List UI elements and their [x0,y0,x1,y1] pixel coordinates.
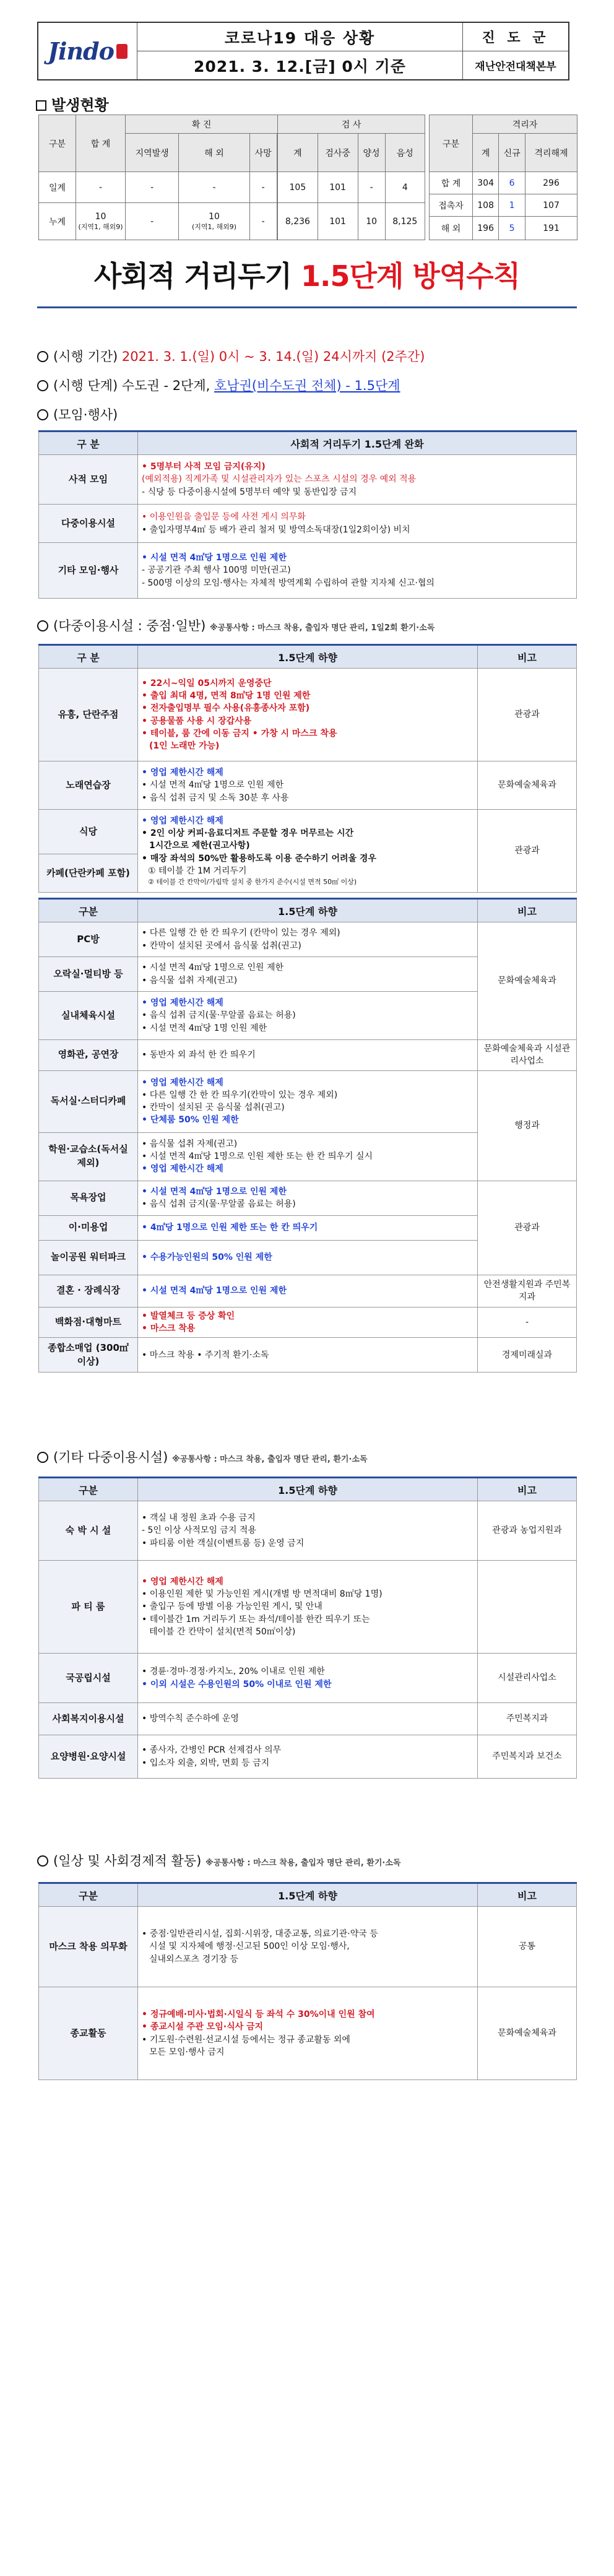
other-facility-heading: (기타 다중이용시설) ※공통사항 : 마스크 착용, 출입자 명단 관리, 환기·소독 [37,1447,368,1466]
table-cell: • 동반자 외 좌석 한 칸 띄우기 [138,1040,478,1071]
meet-heading: (모임·행사) [37,405,118,423]
table-row [39,1070,577,1132]
status-table [38,115,425,240]
table-cell: • 객실 내 정원 초과 수용 금지 - 5인 이상 사적모임 금지 적용 • 파티룸 이한 객실(이벤트룸 등) 운영 금지 [138,1501,478,1561]
circle-bullet-icon [37,351,48,362]
table-cell: 10 (지역1, 해외9) [76,203,126,240]
table-cell: 5 [499,217,525,240]
table-cell: • 중점·일반관리시설, 집회·시위장, 대중교통, 의료기관·약국 등 시설 및 지자체에 행정·신고된 500인 이상 모임·행사, 실내외스포츠 경기장 등 [138,1907,478,1987]
logo-text: Jindo [48,37,114,65]
table-cell: 191 [525,217,577,240]
table-row [39,810,577,854]
table-row [39,1987,577,2080]
table-cell: • 22시~익일 05시까지 운영중단 • 출입 최대 4명, 면적 8㎡당 1명 인원 제한 • 전자출입명부 필수 사용(유흥종사자 포함) • 공용물품 사용 시 장갑사용 • 테이블, 룸 간에 이동 금지 • 가창 시 마스크 착용 (1인 노래만 가능) [138,669,478,761]
table-cell: 숙 박 시 설 [39,1501,138,1561]
table-row [39,1040,577,1071]
quarantine-table [429,115,577,240]
table-cell: • 영업 제한시간 해제 • 이용인원 제한 및 가능인원 게시(개별 방 면적대비 8㎡당 1명) • 출입구 등에 방별 이용 가능인원 게시, 및 안내 • 테이블간 1m 거리두기 또는 좌석/테이블 한칸 띄우기 또는 테이블 간 칸막이 설치(면적 50㎡이상) [138,1561,478,1654]
table-cell: 식당 [39,810,138,854]
table-cell: 종교활동 [39,1987,138,2080]
table-cell: 공통 [478,1907,577,1987]
table-header-cell: 1.5단계 하향 [138,1883,478,1907]
table-cell: • 수용가능인원의 50% 인원 제한 [138,1240,478,1275]
table-header-cell: 검 사 [278,115,425,134]
table-header-cell: 비고 [478,645,577,669]
table-cell: • 영업 제한시간 해제 • 2인 이상 커피·음료디저트 주문할 경우 머무르는 시간 1시간으로 제한(권고사항) • 매장 좌석의 50%만 활용하도록 이용 준수하기 어려울 경우 ① 테이블 간 1M 거리두기 ② 테이블 간 칸막이/가림막 설치 중 한가지 준수(시설 면적 50㎡ 이상) [138,810,478,893]
table-row [430,172,577,194]
table-cell: 기타 모임·행사 [39,543,138,599]
table-row [39,505,577,543]
circle-bullet-icon [37,380,48,391]
table-cell: • 방역수칙 준수하에 운영 [138,1703,478,1735]
table-cell: 노래연습장 [39,761,138,810]
table-row [39,1501,577,1561]
dept-name: 재난안전대책본부 [475,61,556,73]
table-row [39,543,577,599]
logo-mark-icon [116,44,128,59]
table-row [39,203,425,240]
report-title: 코로나19 대응 상황 [137,23,462,51]
table-cell: - [126,172,179,203]
table-cell: 관광과 [478,810,577,893]
daily-activity-heading: (일상 및 사회경제적 활동) ※공통사항 : 마스크 착용, 출입자 명단 관리, 환기·소독 [37,1851,400,1870]
table-row [39,172,425,203]
table-cell: 파 티 룸 [39,1561,138,1654]
table-header-cell: 비고 [478,1883,577,1907]
table-header-cell: 구 분 [39,432,138,455]
table-cell: 시설관리사업소 [478,1654,577,1703]
table-cell: 문화예술체육과 [478,1987,577,2080]
table-cell: • 발열체크 등 증상 확인 • 마스크 착용 [138,1307,478,1338]
table-cell: 문화예술체육과 시설관리사업소 [478,1040,577,1071]
report-header [37,22,569,80]
table-cell: 요양병원·요양시설 [39,1735,138,1779]
table-header-cell: 신규 [499,134,525,172]
table-cell: • 영업 제한시간 해제 • 다른 일행 간 한 칸 띄우기(칸막이 있는 경우 제외) • 칸막이 설치된 곳 음식물 섭취(권고) • 단체룸 50% 인원 제한 [138,1070,478,1132]
table-cell: 종합소매업 (300㎡ 이상) [39,1338,138,1373]
table-cell: 카페(단란카페 포함) [39,854,138,893]
table-cell: • 종사자, 간병인 PCR 선제검사 의무 • 입소자 외출, 외박, 면회 등 금지 [138,1735,478,1779]
table-cell: 경제미래실과 [478,1338,577,1373]
table-header-cell: 구분 [39,1883,138,1907]
table-cell: 296 [525,172,577,194]
table-cell: • 시설 면적 4㎡당 1명으로 인원 제한 [138,1275,478,1307]
table-row [39,1275,577,1307]
table-cell: • 영업 제한시간 해제 • 시설 면적 4㎡당 1명으로 인원 제한 • 음식 섭취 금지 및 소독 30분 후 사용 [138,761,478,810]
table-cell: 101 [318,203,358,240]
table-header-cell: 격리해제 [525,134,577,172]
table-row [39,1307,577,1338]
table-cell: 합 계 [430,172,473,194]
table-cell: 마스크 착용 의무화 [39,1907,138,1987]
table-header-cell: 계 [278,134,318,172]
stage-line: (시행 단계) 수도권 - 2단계, 호남권(비수도권 전체) - 1.5단계 [37,376,400,394]
table-cell: • 다른 일행 간 한 칸 띄우기 (칸막이 있는 경우 제외) • 칸막이 설치된 곳에서 음식물 섭취(권고) [138,922,478,957]
table-row [39,1703,577,1735]
table-cell: 접촉자 [430,194,473,217]
table-cell: - [76,172,126,203]
table-row [39,1654,577,1703]
table-row [39,455,577,505]
table-header-cell: 1.5단계 하향 [138,1478,478,1501]
divider [37,306,577,308]
table-header-cell: 1.5단계 하향 [138,899,478,922]
table-cell: - [126,203,179,240]
table-cell: 107 [525,194,577,217]
table-cell: - [249,203,277,240]
table-cell: 독서실·스터디카페 [39,1070,138,1132]
table-header-cell: 격리자 [473,115,577,134]
table-cell: 백화점·대형마트 [39,1307,138,1338]
table-cell: 304 [473,172,499,194]
table-header-cell: 1.5단계 하향 [138,645,478,669]
table-header-cell: 지역발생 [126,134,179,172]
table-header-cell: 구분 [39,115,76,172]
table-cell: • 마스크 착용 • 주기적 환기·소독 [138,1338,478,1373]
table-header-cell: 구분 [39,1478,138,1501]
table-cell: • 5명부터 사적 모임 금지(유지) (예외적용) 직계가족 및 시설관리자가 있는 스포츠 시설의 경우 예외 적용 - 식당 등 다중이용시설에 5명부터 예약 및 동반입장 금지 [138,455,577,505]
table-row [430,217,577,240]
table-header-cell: 검사중 [318,134,358,172]
table-cell: 문화예술체육과 [478,761,577,810]
report-date: 2021. 3. 12.[금] 0시 기준 [194,57,406,76]
table-cell: • 경륜·경마·경정·카지노, 20% 이내로 인원 제한 • 이외 시설은 수용인원의 50% 이내로 인원 제한 [138,1654,478,1703]
jindo-logo [38,23,137,79]
table-cell: - [249,172,277,203]
table-header-cell: 계 [473,134,499,172]
table-cell: • 영업 제한시간 해제 • 음식 섭취 금지(물·무알콜 음료는 허용) • 시설 면적 4㎡당 1명 인원 제한 [138,992,478,1040]
table-cell: • 시설 면적 4㎡당 1명으로 인원 제한 • 음식물 섭취 자제(권고) [138,957,478,992]
table-header-cell: 합 계 [76,115,126,172]
table-header-cell: 음성 [385,134,425,172]
table-cell: 196 [473,217,499,240]
table-header-cell: 사망 [249,134,277,172]
table-cell: • 4㎡당 1명으로 인원 제한 또는 한 칸 띄우기 [138,1215,478,1240]
table-header-cell: 사회적 거리두기 1.5단계 완화 [138,432,577,455]
table-cell: 105 [278,172,318,203]
table-row [39,1181,577,1215]
facility-table-2 [38,898,577,1373]
table-cell: 국공립시설 [39,1654,138,1703]
table-row [39,1561,577,1654]
table-cell: 사회복지이용시설 [39,1703,138,1735]
table-cell: 10 [358,203,385,240]
table-cell: 주민복지과 보건소 [478,1735,577,1779]
status-heading: 발생현황 [36,93,109,115]
table-cell: 101 [318,172,358,203]
table-header-cell: 비고 [478,1478,577,1501]
table-cell: 영화관, 공연장 [39,1040,138,1071]
table-row [430,194,577,217]
table-cell: PC방 [39,922,138,957]
circle-bullet-icon [37,1855,48,1867]
table-cell: 문화예술체육과 [478,922,577,1040]
facility-table-3 [38,1477,577,1779]
circle-bullet-icon [37,409,48,420]
table-cell: 놀이공원 워터파크 [39,1240,138,1275]
facility-table-4 [38,1882,577,2080]
table-cell: 오락실·멀티방 등 [39,957,138,992]
facility-heading: (다중이용시설 : 중점·일반) ※공통사항 : 마스크 착용, 출입자 명단 관리, 1일2회 환기·소독 [37,616,435,635]
table-cell: 사적 모임 [39,455,138,505]
table-cell: 결혼 · 장례식장 [39,1275,138,1307]
table-cell: 누계 [39,203,76,240]
table-cell: 10 (지역1, 해외9) [179,203,249,240]
table-cell: 108 [473,194,499,217]
table-row [39,669,577,761]
table-header-cell: 구 분 [39,645,138,669]
period-line: (시행 기간) 2021. 3. 1.(일) 0시 ~ 3. 14.(일) 24시까지 (2주간) [37,347,425,365]
table-cell: - [358,172,385,203]
circle-bullet-icon [37,620,48,631]
table-cell: • 음식물 섭취 자제(권고) • 시설 면적 4㎡당 1명으로 인원 제한 또는 한 칸 띄우기 실시 • 영업 제한시간 해제 [138,1132,478,1181]
table-cell: 4 [385,172,425,203]
table-cell: - [478,1307,577,1338]
table-cell: 주민복지과 [478,1703,577,1735]
table-cell: 다중이용시설 [39,505,138,543]
table-cell: 관광과 농업지원과 [478,1501,577,1561]
table-cell: 1 [499,194,525,217]
table-cell: 학원·교습소(독서실 제외) [39,1132,138,1181]
table-cell: 관광과 [478,1181,577,1275]
table-cell: 해 외 [430,217,473,240]
table-header-cell: 구분 [39,899,138,922]
table-cell: 이·미용업 [39,1215,138,1240]
meeting-rules-table [38,430,577,599]
table-cell: - [179,172,249,203]
table-header-cell: 해 외 [179,134,249,172]
table-cell: 안전생활지원과 주민복지과 [478,1275,577,1307]
table-row [39,922,577,957]
facility-table-1 [38,644,577,893]
main-title: 사회적 거리두기 1.5단계 방역수칙 [93,259,521,293]
table-row [39,761,577,810]
table-header-cell: 양성 [358,134,385,172]
table-cell: 일계 [39,172,76,203]
table-cell: • 정규예배·미사·법회·시일식 등 좌석 수 30%이내 인원 참여 • 종교시설 주관 모임·식사 금지 • 기도원·수련원·선교시설 등에서는 정규 종교활동 외에 모든 모임·행사 금지 [138,1987,478,2080]
table-cell: 6 [499,172,525,194]
table-cell: • 시설 면적 4㎡당 1명으로 인원 제한 • 음식 섭취 금지(물·무알콜 음료는 허용) [138,1181,478,1215]
table-cell: 8,236 [278,203,318,240]
table-cell: • 시설 면적 4㎡당 1명으로 인원 제한 - 공공기관 주최 행사 100명 미만(권고) - 500명 이상의 모임·행사는 자체적 방역계획 수립하여 관할 지자체 신고·협의 [138,543,577,599]
org-name: 진 도 군 [463,23,568,51]
table-cell: 8,125 [385,203,425,240]
table-cell: • 이용인원을 출입문 등에 사전 게시 의무화 • 출입자명부4㎡ 등 배가 관리 철저 및 방역소독대장(1일2회이상) 비치 [138,505,577,543]
table-cell: 실내체육시설 [39,992,138,1040]
table-cell: 관광과 [478,669,577,761]
table-cell: 유흥, 단란주점 [39,669,138,761]
table-cell: 목욕장업 [39,1181,138,1215]
table-cell: 행정과 [478,1070,577,1181]
table-header-cell: 비고 [478,899,577,922]
table-row [39,1735,577,1779]
square-bullet-icon [36,100,46,111]
circle-bullet-icon [37,1452,48,1463]
table-header-cell: 구분 [430,115,473,172]
table-row [39,1907,577,1987]
table-row [39,1338,577,1373]
table-cell [478,1561,577,1654]
table-header-cell: 확 진 [126,115,278,134]
